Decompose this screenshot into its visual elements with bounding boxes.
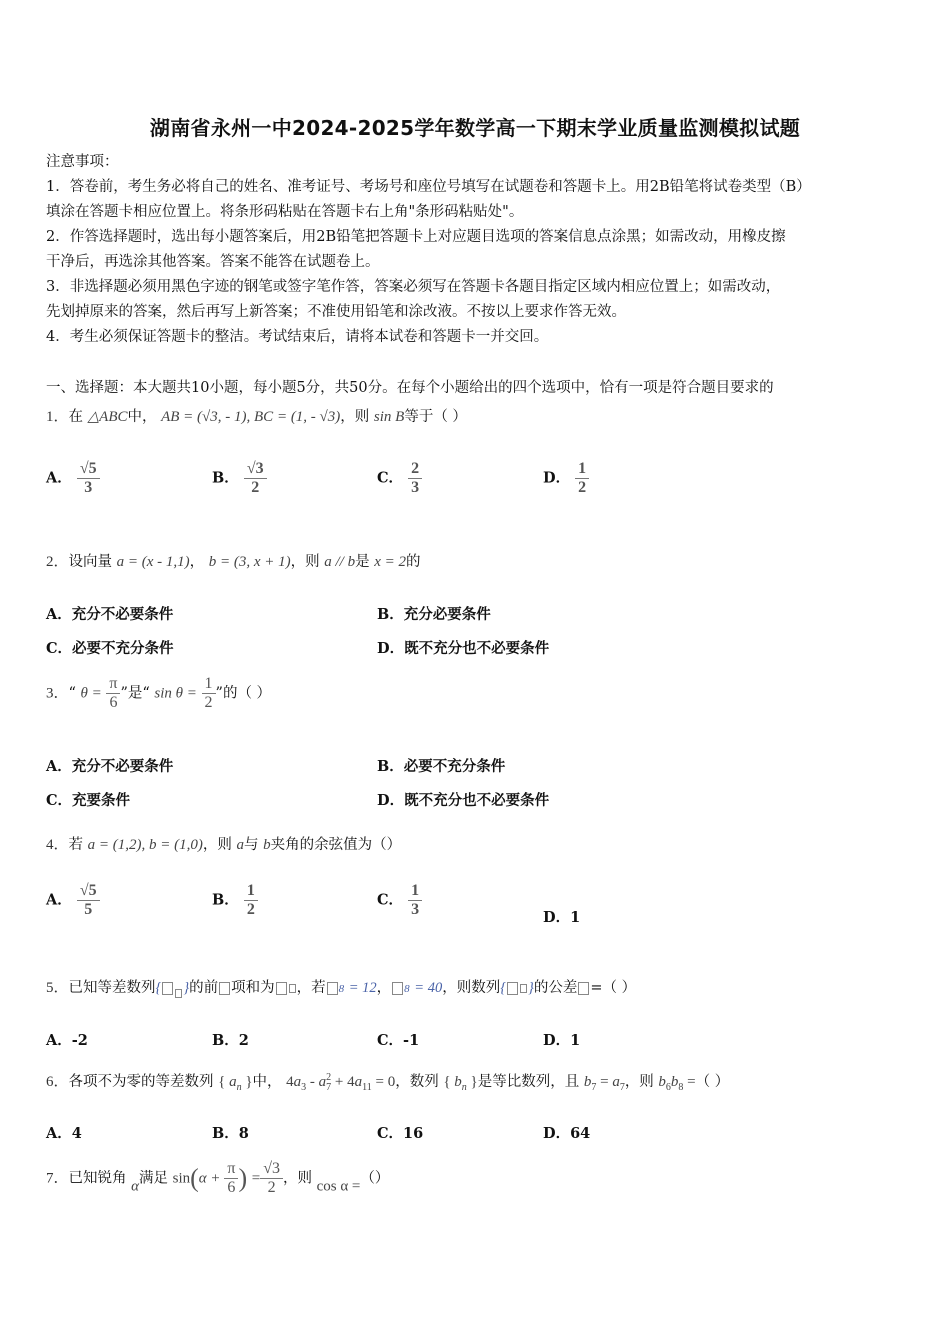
notice-item: 4．考生必须保证答题卡的整洁。考试结束后，请将本试卷和答题卡一并交回。	[46, 329, 549, 345]
notice-item: 3．非选择题必须用黑色字迹的钢笔或签字笔作答，答案必须写在答题卡各题目指定区域内相应位置上；如需改动，	[46, 279, 781, 295]
q3-option-c: C．充要条件	[46, 792, 131, 809]
q4-option-c: C． $\frac{1}{3}$	[377, 882, 422, 919]
q6-option-d: D．64	[543, 1125, 591, 1142]
math-sinb: sin B	[373, 409, 405, 425]
q5-option-b: B．2	[212, 1032, 249, 1049]
math-triangle: △ABC	[87, 409, 128, 425]
q1-option-b: B． $\frac{√3}{2}$	[212, 460, 267, 497]
q2-option-d: D．既不充分也不必要条件	[377, 640, 550, 657]
math-vectors: AB = (√3, - 1), BC = (1, - √3)	[161, 409, 341, 425]
section-heading: 一、选择题：本大题共10小题，每小题5分，共50分。在每个小题给出的四个选项中，恰有一项是符合题目要求的	[46, 380, 774, 396]
notice-item: 填涂在答题卡相应位置上。将条形码粘贴在答题卡右上角"条形码粘贴处"。	[46, 204, 524, 220]
q5-option-d: D．1	[543, 1032, 581, 1049]
q3-option-d: D．既不充分也不必要条件	[377, 792, 550, 809]
notice-item: 1．答卷前，考生务必将自己的姓名、准考证号、考场号和座位号填写在试题卷和答题卡上。用2B铅笔将试卷类型（B）	[46, 179, 811, 195]
q3-option-b: B．必要不充分条件	[377, 758, 506, 775]
q6-option-a: A．4	[46, 1125, 82, 1142]
q4-option-a: A． $\frac{√5}{5}$	[46, 882, 100, 919]
q1-option-c: C． $\frac{2}{3}$	[377, 460, 422, 497]
q2-option-c: C．必要不充分条件	[46, 640, 174, 657]
question-2: 2．设向量 a = (x - 1,1)， b = (3, x + 1)，则 a // b是 x = 2的	[46, 554, 421, 570]
question-3: 3．“ θ = $\frac{\pi}{6}$ ”是“ sin θ = $\frac{1}{2}$ ”的（ ）	[46, 675, 272, 711]
notice-heading: 注意事项：	[46, 154, 119, 170]
question-number: 1．	[46, 409, 69, 425]
q3-option-a: A．充分不必要条件	[46, 758, 174, 775]
q4-option-d: D．1	[543, 909, 581, 926]
q1-option-d: D． $\frac{1}{2}$	[543, 460, 589, 497]
q4-option-b: B． $\frac{1}{2}$	[212, 882, 258, 919]
notice-item: 2．作答选择题时，选出每小题答案后，用2B铅笔把答题卡上对应题目选项的答案信息点涂黑；如需改动，用橡皮擦	[46, 229, 786, 245]
question-6: 6．各项不为零的等差数列 { $a_n$ }中， $4a_3 - a^2_7 + 4a_{11} = 0$，数列 { $b_n$ }是等比数列，且 $b_7 = a_7$，则 $b_6b_8$ =（ ）	[46, 1072, 730, 1093]
q6-option-c: C．16	[377, 1125, 424, 1142]
question-1: 1．在 △ABC中， AB = (√3, - 1), BC = (1, - √3)，则 sin B等于（ ）	[46, 409, 467, 425]
q1-option-a: A． $\frac{√5}{3}$	[46, 460, 100, 497]
page-title: 湖南省永州一中2024-2025学年数学高一下期末学业质量监测模拟试题	[149, 116, 801, 140]
q5-option-c: C．-1	[377, 1032, 420, 1049]
q2-option-b: B．充分必要条件	[377, 606, 491, 623]
question-4: 4．若 a = (1,2), b = (1,0)，则 a与 b夹角的余弦值为（）	[46, 837, 402, 853]
q2-option-a: A．充分不必要条件	[46, 606, 174, 623]
question-5: 5．已知等差数列{ }的前 项和为 ，若 8 = 12， 8 = 40，则数列{ }的公差 =（ ）	[46, 976, 636, 999]
notice-item: 干净后，再选涂其他答案。答案不能答在试题卷上。	[46, 254, 380, 270]
question-7: 7．已知锐角 α满足 sin(α + $\frac{\pi}{6}$ ) = $\frac{√3}{2}$ ，则 cos α =（）	[46, 1160, 390, 1196]
q6-option-b: B．8	[212, 1125, 249, 1142]
notice-item: 先划掉原来的答案，然后再写上新答案；不准使用铅笔和涂改液。不按以上要求作答无效。	[46, 304, 626, 320]
q5-option-a: A．-2	[46, 1032, 88, 1049]
